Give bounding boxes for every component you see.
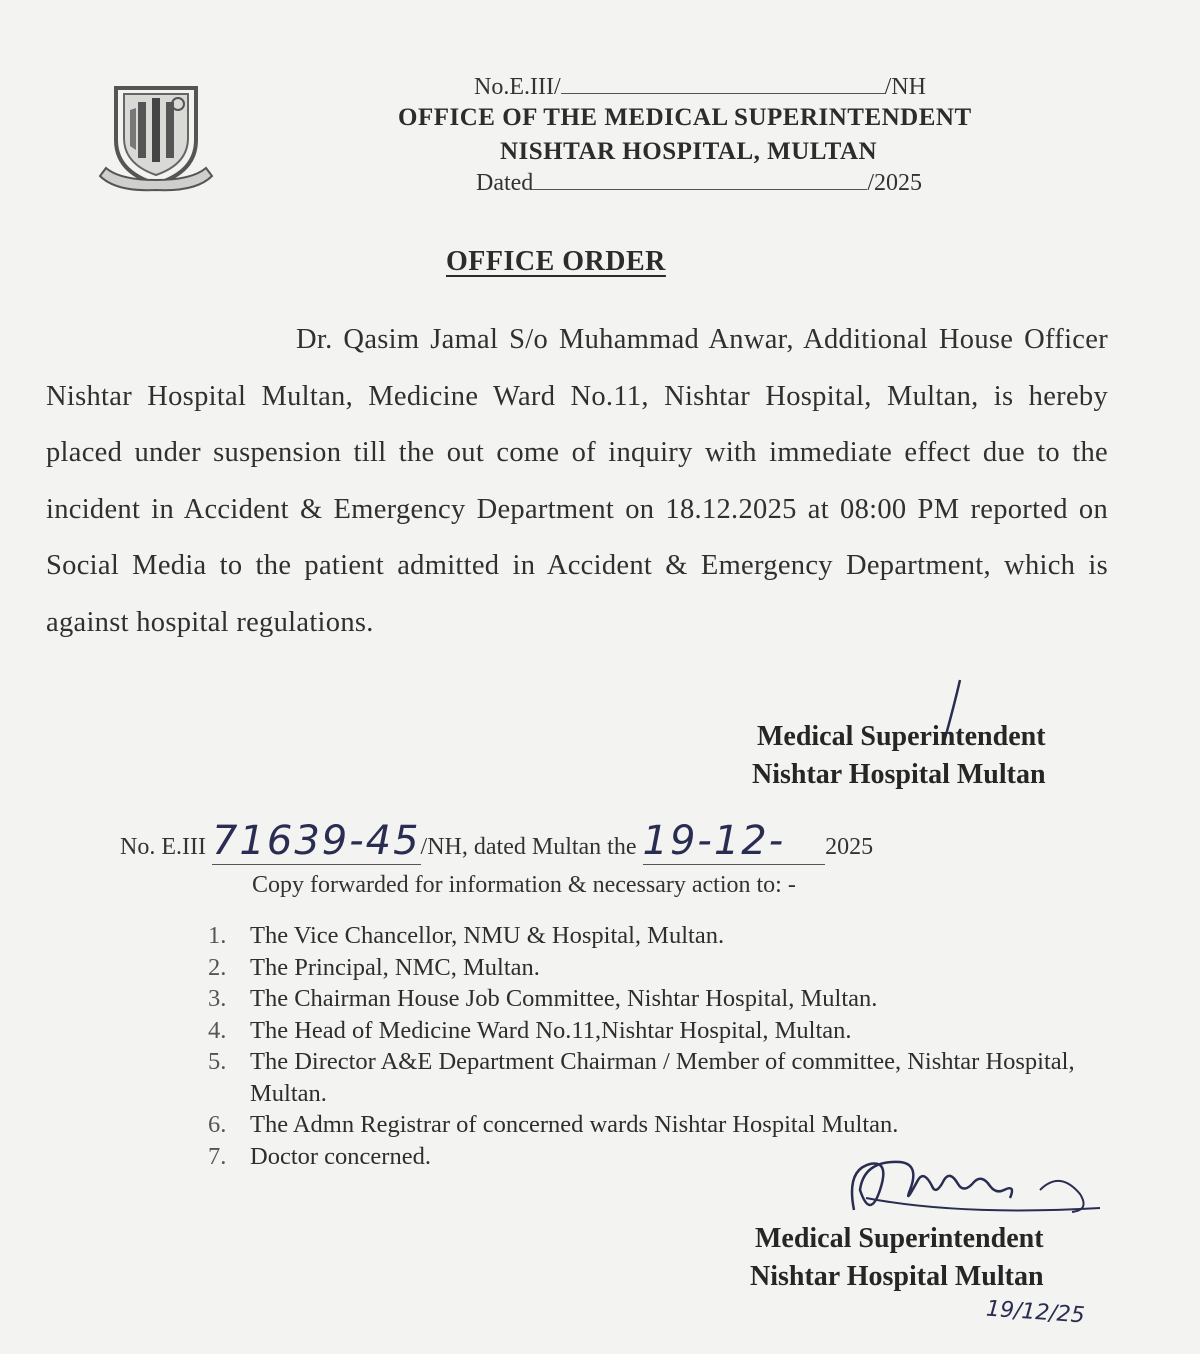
signature-2-title: Medical Superintendent (754, 1223, 1044, 1254)
dated-year: /2025 (867, 170, 922, 196)
reference-suffix: /NH (884, 74, 926, 100)
list-item: 1. The Vice Chancellor, NMU & Hospital, Multan. (208, 922, 725, 949)
list-item: 5. The Director A&E Department Chairman / Member of committee, Nishtar Hospital, Multan. (208, 1048, 1075, 1107)
hospital-crest-icon (96, 80, 216, 195)
signature-1-org: Nishtar Hospital Multan (752, 759, 1046, 790)
order-body: Dr. Qasim Jamal S/o Muhammad Anwar, Additional House Officer Nishtar Hospital Multan, Medicine Ward No.11, Nishtar Hospital, Multan, is hereby placed under suspension till the out come of inquiry with immediate effect due to the incident in Accident & Emergency Department on 18.12.2025 at 08:00 PM reported on Social Media to the patient admitted in Accident & Emergency Department, which is against hospital regulations. (46, 324, 1108, 638)
endorsement-prefix: No. E.III (120, 834, 206, 860)
list-item: 4. The Head of Medicine Ward No.11,Nishtar Hospital, Multan. (208, 1016, 852, 1044)
handwritten-signature-date: 19/12/25 (985, 1296, 1086, 1329)
dated-line (476, 170, 922, 197)
endorsement-year: 2025 (825, 834, 874, 860)
distribution-list (208, 920, 1118, 1172)
signature-block-1 (752, 718, 1046, 794)
endorsement-line (120, 818, 873, 864)
list-item: 3. The Chairman House Job Committee, Nishtar Hospital, Multan. (208, 985, 878, 1012)
list-item: 2. The Principal, NMC, Multan. (208, 953, 540, 981)
reference-number-line (474, 74, 926, 101)
copy-forwarded-line: Copy forwarded for information & necessary action to: - (252, 872, 796, 898)
dated-blank (533, 189, 867, 190)
list-item: 6. The Admn Registrar of concerned wards Nishtar Hospital Multan. (208, 1111, 899, 1138)
reference-prefix: No.E.III/ (474, 74, 561, 100)
signature-1-title: Medical Superintendent (756, 721, 1046, 752)
handwritten-dispatch-number: 71639-45 (211, 818, 421, 864)
endorsement-middle: /NH, dated Multan the (420, 834, 637, 860)
list-item: 7. Doctor concerned. (208, 1142, 431, 1170)
signature-2-org: Nishtar Hospital Multan (750, 1261, 1044, 1292)
reference-blank (561, 93, 885, 94)
signature-block-2 (750, 1220, 1044, 1296)
page-title: OFFICE ORDER (446, 246, 666, 277)
office-heading: OFFICE OF THE MEDICAL SUPERINTENDENT (398, 104, 972, 131)
handwritten-dispatch-date: 19-12- (643, 818, 826, 865)
dated-label: Dated (476, 170, 534, 196)
hospital-heading: NISHTAR HOSPITAL, MULTAN (500, 138, 878, 165)
